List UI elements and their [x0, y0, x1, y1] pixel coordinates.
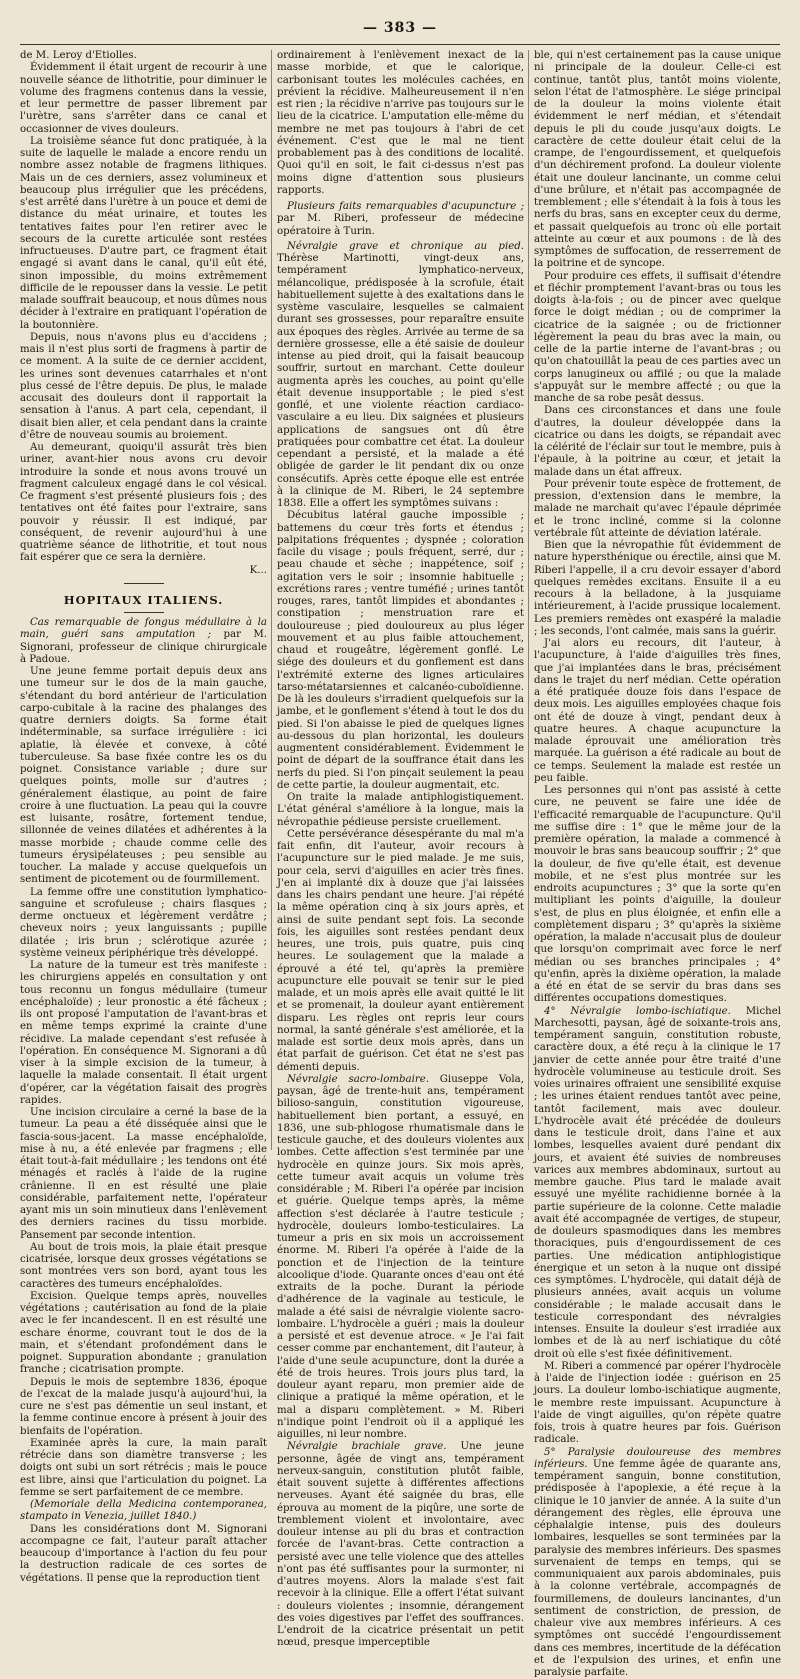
- paragraph: de M. Leroy d'Etiolles.: [20, 50, 267, 62]
- paragraph: La troisième séance fut donc pratiquée, à la suite de laquelle le malade a encore rendu un nombre assez notable de fragmens lithiques. Mais un de ces derniers, assez volumineux et beaucoup plus irrégulier que les précédens, s'est arrêté dans l'urètre à un pouce et demi de distance du méat urinaire, et toutes les tentatives faites pour l'en retirer avec le secours de la curette articulée sont restées infructueuses. D'autre part, ce fragment était engagé si avant dans le canal, qu'il eût été, sinon impossible, du moins extrêmement difficile de le repousser dans la vessie. Le petit malade souffrait beaucoup, et nous dûmes nous décider à l'extraire en pratiquant l'opération de la boutonnière.: [20, 136, 267, 332]
- case-title: 4° Névralgie lombo-ischiatique.: [544, 1006, 731, 1017]
- section-rule: [124, 612, 164, 613]
- case-text: Giuseppe Vola, paysan, âgé de trente-huit ans, tempérament bilioso-sanguin, constitution vigoureuse, habituellement bien portant, a essuyé, en 1836, une sub-phlogose rhumatismale dans le testicule gauche, et des douleurs violentes aux lombes. Cette affection s'est terminée par une hydrocèle en quinze jours. Six mois après, cette tumeur avait acquis un volume très considérable ; M. Riberi l'a opérée par incision et guérie. Quelque temps après, la même affection s'est déclarée à l'autre testicule ; hydrocèle, douleurs lombo-testiculaires. La tumeur a pris en six mois un accroissement énorme. M. Riberi l'a opérée à l'aide de la ponction et de l'injection de la teinture alcoolique d'iode. Quarante onces d'eau ont été extraits de la poche. Durant la période d'adhérence de la vaginale au testicule, le malade a été saisi de névralgie violente sacro-lombaire. L'hydrocèle a guéri ; mais la douleur a persisté et est devenue atroce. « Je l'ai fait cesser comme par enchantement, dit l'auteur, à l'aide d'une seule acupuncture, dont la durée a été de trois heures. Trois jours plus tard, la douleur ayant reparu, mon premier aide de clinique a pratiqué la même opération, et le mal a disparu complètement. » M. Riberi n'indique point l'endroit où il a appliqué les aiguilles, ni leur nombre.: [277, 1074, 524, 1440]
- case-title: Névralgie brachiale grave.: [287, 1441, 447, 1452]
- column-divider: [528, 50, 529, 1150]
- case-paragraph: [534, 1447, 781, 1679]
- article-title: Cas remarquable de fongus médullaire à la main, guéri sans amputation ;: [20, 617, 267, 640]
- case-text: Une jeune personne, âgée de vingt ans, tempérament nerveux-sanguin, constitution plutôt faible, était souvent sujette à différentes affections nerveuses. Ayant été saignée du bras, elle éprouva au moment de la piqûre, une sorte de tremblement violent et involontaire, avec douleur intense au pli du bras et contraction forcée de l'avant-bras. Cette contraction a persisté avec une telle violence que des attelles n'ont pas été suffisantes pour la surmonter, ni d'autres moyens. Alors la malade s'est fait recevoir à la clinique. Elle a offert l'état suivant : douleurs violentes ; insomnie, dérangement des voies digestives par l'effet des souffrances. L'endroit de la cicatrice présentait un petit nœud, presque imperceptible: [277, 1441, 524, 1648]
- paragraph: La femme offre une constitution lymphatico-sanguine et scrofuleuse ; chairs flasques ; derme onctueux et légèrement verdâtre ; cheveux noirs ; yeux languissants ; pupille dilatée ; iris brun ; sclérotique azurée ; système veineux périphérique très développé.: [20, 887, 267, 961]
- paragraph: Au bout de trois mois, la plaie était presque cicatrisée, lorsque deux grosses végétations se sont montrées vers son bord, ayant tous les caractères des tumeurs encéphaloïdes.: [20, 1242, 267, 1291]
- signature: K...: [20, 565, 267, 577]
- paragraph: On traite la malade antiphlogistiquement. L'état général s'améliore à la longue, mais la névropathie pédieuse persiste cruellement.: [277, 792, 524, 829]
- column-left: [20, 50, 267, 1154]
- column-right: [534, 50, 781, 1154]
- section-rule: [124, 583, 164, 584]
- case-text: Michel Marchesotti, paysan, âgé de soixante-trois ans, tempérament sanguin, constitution robuste, caractère doux, a été reçu à la clinique le 17 janvier de cette année pour être traité d'une hydrocèle volumineuse au testicule droit. Ses voies urinaires offraient une sensibilité exquise ; les urines étaient rendues tantôt avec peine, tantôt facilement, mais avec douleur. L'hydrocèle avait été précédée de douleurs dans le testicule droit, dans l'aine et aux lombes, lesquelles avaient duré pendant dix jours, et avaient été suivies de nombreuses varices aux membres abdominaux, surtout au membre gauche. Plus tard le malade avait essuyé une myélite rachidienne bornée à la partie supérieure de la colonne. Cette maladie avait été accompagnée de vertiges, de stupeur, de douleurs spasmodiques dans les membres thoraciques, puis d'engourdissement de ces parties. Une médication antiphlogistique énergique et un seton à la nuque ont dissipé ces symptômes. L'hydrocèle, qui datait déjà de plusieurs années, avait acquis un volume considérable ; le malade accusait dans le testicule correspondant des névralgies intenses. Ensuite la douleur s'est irradiée aux lombes et de là au nerf ischiatique du côté droit où elle s'est fixée définitivement.: [534, 1006, 781, 1360]
- page-number: — 383 —: [0, 20, 800, 36]
- paragraph: Dans ces circonstances et dans une foule d'autres, la douleur développée dans la cicatrice ou dans les doigts, se répandait avec la célérité de l'éclair sur tout le membre, puis à l'épaule, à la poitrine au cœur, et jetait la malade dans un état affreux.: [534, 405, 781, 479]
- reference: (Memoriale della Medicina contemporanea, stampato in Venezia, juillet 1840.): [20, 1499, 267, 1524]
- paragraph: M. Riberi a commencé par opérer l'hydrocèle à l'aide de l'injection iodée : guérison en 25 jours. La douleur lombo-ischiatique augmente, le membre reste impuissant. Acupuncture à l'aide de vingt aiguilles, qu'on répète quatre fois, trois à quatre heures par fois. Guérison radicale.: [534, 1361, 781, 1447]
- case-paragraph: [277, 1441, 524, 1649]
- paragraph: Excision. Quelque temps après, nouvelles végétations ; cautérisation au fond de la plaie avec le fer incandescent. Il en est résulté une eschare énorme, couvrant tout le dos de la main, et s'étendant profondément dans le poignet. Suppuration abondante ; granulation franche ; cicatrisation prompte.: [20, 1291, 267, 1377]
- paragraph: Décubitus latéral gauche impossible ; battemens du cœur très forts et étendus ; palpitations fréquentes ; dyspnée ; coloration facile du visage ; pouls fréquent, serré, dur ; peau chaude et sèche ; inappétence, soif ; agitation vers le soir ; insomnie habituelle ; excrétions rares ; ventre tuméfié ; urines tantôt rouges, rares, tantôt limpides et abondantes ; constipation ; menstruation rare et douloureuse ; pied douloureux au plus léger mouvement et au plus faible attouchement, chaud et rougeâtre, légèrement gonflé. Le siége des douleurs et du gonflement est dans l'extrémité externe des lignes articulaires tarso-métatarsiennes et calcanéo-cuboïdienne. De là les douleurs s'irradient quelquefois sur la jambe, et le gonflement s'étend à tout le dos du pied. Si l'on abaisse le pied de quelques lignes au-dessous du plan horizontal, les douleurs augmentent considérablement. Évidemment le point de départ de la souffrance était dans les nerfs du pied. Si l'on pinçait seulement la peau de cette partie, la douleur augmentait, etc.: [277, 510, 524, 792]
- paragraph: ordinairement à l'enlèvement inexact de la masse morbide, et que le calorique, carbonisant toutes les molécules cachées, en prévient la récidive. Malheureusement il n'en est rien ; la récidive n'arrive pas toujours sur le lieu de la cicatrice. L'amputation elle-même du membre ne met pas toujours à l'abri de cet événement. C'est que le mal ne tient probablement pas à des conditions de localité. Quoi qu'il en soit, le fait ci-dessus n'est pas moins digne d'attention sous plusieurs rapports.: [277, 50, 524, 197]
- article-title: Plusieurs faits remarquables d'acupuncture ;: [287, 201, 524, 212]
- paragraph: Depuis le mois de septembre 1836, époque de l'excat de la malade jusqu'à aujourd'hui, la cure ne s'est pas démentie un seul instant, et la femme continue encore à présent à jouir des bienfaits de l'opération.: [20, 1377, 267, 1438]
- column-divider: [271, 50, 272, 1150]
- paragraph: Bien que la névropathie fût évidemment de nature hypersthénique ou érectile, ainsi que M. Riberi l'appelle, il a cru devoir essayer d'abord quelques remèdes excitans. Ensuite il a eu recours à la belladone, à la jusquiame intérieurement, à l'acide prussique localement. Les premiers remèdes ont exaspéré la maladie ; les seconds, l'ont calmée, mais sans la guérir.: [534, 540, 781, 638]
- case-title: Névralgie grave et chronique au pied.: [287, 241, 524, 252]
- paragraph: Évidemment il était urgent de recourir à une nouvelle séance de lithotritie, pour diminuer le volume des fragmens contenus dans la vessie, et leur permettre de passer librement par l'urètre, sans s'arrêter dans ce canal et occasionner de vives douleurs.: [20, 62, 267, 136]
- paragraph: ble, qui n'est certainement pas la cause unique ni principale de la douleur. Celle-ci est continue, tantôt plus, tantôt moins violente, selon l'état de l'atmosphère. Le siége principal de la douleur la moins violente était évidemment le nerf médian, et s'étendait depuis le pli du coude jusqu'aux doigts. Le caractère de cette douleur était celui de la crampe, de l'engourdissement, et quelquefois d'un déchirement profond. La douleur violente était une douleur lancinante, un comme celui d'une brûlure, et n'était pas accompagnée de tremblement ; elle s'étendait à la fois à tous les nerfs du bras, sans en excepter ceux du derme, et passait quelquefois au tronc où elle portait atteinte au cœur et aux poumons : de là des symptômes de suffocation, de resserrement de la poitrine et de syncope.: [534, 50, 781, 271]
- header-rule: [20, 44, 780, 45]
- paragraph: Les personnes qui n'ont pas assisté à cette cure, ne peuvent se faire une idée de l'efficacité remarquable de l'acupuncture. Qu'il me suffise dire : 1° que le même jour de la première opération, la malade a commencé à mouvoir le bras sans beaucoup souffrir ; 2° que la douleur, de five qu'elle était, est devenue mobile, et ne s'est plus montrée sur les endroits acupunctures ; 3° que la sorte qu'en multipliant les points d'aiguille, la douleur s'est, de plus en plus éloignée, et enfin elle a complètement disparu ; 3° qu'après la sixième opération, la malade n'accusait plus de douleur que lorsqu'on comprimait avec force le nerf médian ou ses branches principales ; 4° qu'enfin, après la dixième opération, la malade a été en état de se servir du bras dans ses différentes occupations domestiques.: [534, 785, 781, 1006]
- paragraph: Une jeune femme portait depuis deux ans une tumeur sur le dos de la main gauche, s'étendant du bord antérieur de l'articulation carpo-cubitale à la racine des phalanges des quatre derniers doigts. Sa forme était indéterminable, sa surface irrégulière : ici aplatie, là élevée et convexe, à côté tuberculeuse. Sa base fixée contre les os du poignet. Consistance variable ; dure sur quelques points, molle sur d'autres ; généralement élastique, au point de faire croire à une fluctuation. La peau qui la couvre est luisante, rosâtre, fortement tendue, sillonnée de veines dilatées et adhérentes à la masse morbide ; chaude comme celle des tumeurs érysipélateuses ; peu sensible au toucher. La malade y accuse quelquefois un sentiment de picotement ou de fourmillement.: [20, 666, 267, 887]
- column-middle: [277, 50, 524, 1154]
- case-paragraph: [277, 1074, 524, 1442]
- article-heading: [277, 201, 524, 238]
- paragraph: J'ai alors eu recours, dit l'auteur, à l'acupuncture, à l'aide d'aiguilles très fines, que j'ai implantées dans le bras, précisément dans le trajet du nerf médian. Cette opération a été pratiquée douze fois dans l'espace de deux mois. Les aiguilles employées chaque fois ont été de douze à vingt, pendant deux à quatre heures. A chaque acupuncture la malade éprouvait une amélioration très marquée. La guérison a été radicale au bout de ce temps. Seulement la malade est restée un peu faible.: [534, 638, 781, 785]
- article-heading: [20, 617, 267, 666]
- case-paragraph: [277, 241, 524, 511]
- paragraph: La nature de la tumeur est très manifeste : les chirurgiens appelés en consultation y ont tous reconnu un fongus médullaire (tumeur encéphaloïde) ; leur pronostic a été fâcheux ; ils ont proposé l'amputation de l'avant-bras et en même temps exprimé la crainte d'une récidive. La malade cependant s'est refusée à l'opération. En conséquence M. Signorani a dû viser à la simple excision de la tumeur, à laquelle la malade consentait. Il était urgent d'opérer, car la végétation faisait des progrès rapides.: [20, 960, 267, 1107]
- paragraph: Au demeurant, quoiqu'il assurât très bien uriner, avant-hier nous avons cru devoir introduire la sonde et nous avons trouvé un fragment calculeux engagé dans le col vésical. Ce fragment s'est présenté plusieurs fois ; des tentatives ont été faites pour l'extraire, sans pouvoir y réussir. Il est indiqué, par conséquent, de revenir aujourd'hui à une quatrième séance de lithotritie, et tout nous fait espérer que ce sera la dernière.: [20, 442, 267, 565]
- article-byline: par M. Signorani, professeur de clinique chirurgicale à Padoue.: [20, 629, 267, 665]
- case-text: Thérèse Martinotti, vingt-deux ans, tempérament lymphatico-nerveux, mélancolique, prédisposée à la scrofule, était habituellement sujette à des exaltations dans le système vasculaire, lesquelles se calmaient durant ses grossesses, pour reparaître ensuite aux époques des règles. Arrivée au terme de sa dernière grossesse, elle a été saisie de douleur intense au pied droit, qui la faisait beaucoup souffrir, surtout en marchant. Cette douleur augmenta après les couches, au point qu'elle était devenue insupportable ; le pied s'est gonflé, et une violente réaction cardiaco-vasculaire a eu lieu. Dix saignées et plusieurs applications de sangsues ont dû être pratiquées pour combattre cet état. La douleur cependant a persisté, et la malade a été obligée de garder le lit pendant dix ou onze consécutifs. Après cette époque elle est entrée à la clinique de M. Riberi, le 24 septembre 1838. Elle a offert les symptômes suivans :: [277, 253, 524, 509]
- paragraph: Cette persévérance désespérante du mal m'a fait enfin, dit l'auteur, avoir recours à l'acupuncture sur le pied malade. Je me suis, pour cela, servi d'aiguilles en acier très fines. J'en ai implanté dix à douze que j'ai laissées dans les chairs pendant une heure. J'ai répété la même opération cinq à six jours après, et ainsi de suite pendant sept fois. La seconde fois, les aiguilles sont restées pendant deux heures, une trois, puis quatre, puis cinq heures. Le soulagement que la malade a éprouvé a été tel, qu'après la première acupuncture elle pouvait se tenir sur le pied malade, et un mois après elle avait quitté le lit et se promenait, la douleur ayant entièrement disparu. Les règles ont repris leur cours normal, la santé générale s'est améliorée, et la malade est sortie deux mois après, dans un état parfait de guérison. Cet état ne s'est pas démenti depuis.: [277, 829, 524, 1074]
- case-text: Une femme âgée de quarante ans, tempérament sanguin, bonne constitution, prédisposée à l'apoplexie, a été reçue à la clinique le 10 janvier de année. A la suite d'un dérangement des règles, elle éprouva une céphalalgie intense, puis des douleurs lombaires, lesquelles se sont terminées par la paralysie des membres inférieurs. Des spasmes survenaient de temps en temps, qui se communiquaient aux parois abdominales, puis à la colonne vertébrale, accompagnés de fourmillemens, de douleurs lancinantes, d'un sentiment de constriction, de pression, de chaleur vive aux membres inférieurs. A ces symptômes ont succédé l'engourdissement dans ces membres, incertitude de la défécation et de l'expulsion des urines, et enfin une paralysie parfaite.: [534, 1459, 781, 1678]
- paragraph: Dans les considérations dont M. Signorani accompagne ce fait, l'auteur paraît attacher beaucoup d'importance à l'action du feu pour la destruction radicale de ces sortes de végétations. Il pense que la reproduction tient: [20, 1524, 267, 1585]
- article-byline: par M. Riberi, professeur de médecine opératoire à Turin.: [277, 213, 524, 236]
- case-title: Névralgie sacro-lombaire.: [287, 1074, 429, 1085]
- section-heading: HOPITAUX ITALIENS.: [20, 594, 267, 606]
- case-paragraph: [534, 1006, 781, 1361]
- case-title: 5° Paralysie douloureuse des membres inférieurs.: [534, 1447, 781, 1470]
- paragraph: Depuis, nous n'avons plus eu d'accidens ; mais il n'est plus sorti de fragmens à partir de ce moment. A la suite de ce dernier accident, les urines sont devenues catarrhales et n'ont plus cessé de l'être depuis. De plus, le malade accusait des douleurs dont il rapportait la sensation à l'anus. A part cela, cependant, il disait bien aller, et cela pendant dans la crainte d'être de nouveau soumis au broiement.: [20, 332, 267, 442]
- paragraph: Examinée après la cure, la main paraît rétrécie dans son diamètre transverse ; les doigts ont subi un sort rétrécis ; mais le pouce est libre, ainsi que l'articulation du poignet. La femme se sert parfaitement de ce membre.: [20, 1438, 267, 1499]
- paragraph: Pour prévenir toute espèce de frottement, de pression, d'extension dans le membre, la malade ne marchait qu'avec l'épaule déprimée et le tronc incliné, comme si la colonne vertébrale fût atteinte de déviation latérale.: [534, 479, 781, 540]
- paragraph: Une incision circulaire a cerné la base de la tumeur. La peau a été disséquée ainsi que le fascia-sous-jacent. La masse encéphaloïde, mise à nu, a été enlevée par fragmens ; elle était tout-à-fait médullaire ; les tendons ont été ménagés et raclés à l'aide de la rugine crânienne. Il en est résulté une plaie considérable, parfaitement nette, l'opérateur ayant mis un soin minutieux dans l'enlèvement des derniers racines du tissu morbide. Pansement par seconde intention.: [20, 1107, 267, 1242]
- paragraph: Pour produire ces effets, il suffisait d'étendre et fléchir promptement l'avant-bras ou tous les doigts à-la-fois ; ou de pincer avec quelque force le doigt médian ; ou de comprimer la cicatrice de la saignée ; ou de frictionner légèrement la peau du bras avec la main, ou celle de la partie interne de l'avant-bras ; ou qu'on chatouillât la peau de ces parties avec un corps lanugineux ou affilé ; ou que la malade s'appuyât sur le membre affecté ; ou que la manche de sa robe pesât dessus.: [534, 271, 781, 406]
